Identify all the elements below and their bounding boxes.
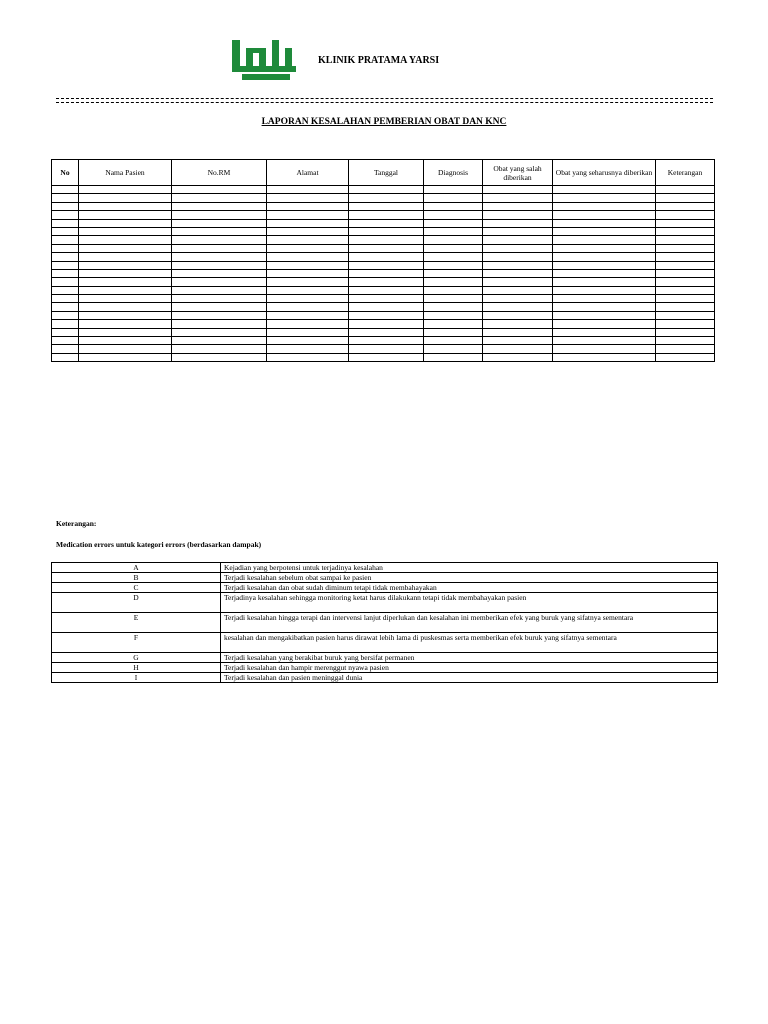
category-row	[52, 563, 718, 573]
table-cell	[424, 345, 483, 353]
table-cell	[267, 186, 349, 194]
table-row	[52, 337, 715, 345]
table-cell	[553, 227, 656, 235]
category-row	[52, 593, 718, 613]
category-code: E	[52, 613, 221, 633]
table-cell	[656, 311, 715, 319]
table-row	[52, 269, 715, 277]
table-cell	[267, 236, 349, 244]
column-header-diagnosis: Diagnosis	[424, 160, 483, 186]
category-code: F	[52, 633, 221, 653]
table-cell	[349, 311, 424, 319]
table-cell	[267, 194, 349, 202]
table-cell	[424, 211, 483, 219]
table-cell	[172, 227, 267, 235]
table-cell	[79, 337, 172, 345]
category-row	[52, 663, 718, 673]
table-cell	[267, 202, 349, 210]
table-cell	[424, 194, 483, 202]
table-cell	[424, 311, 483, 319]
table-cell	[349, 345, 424, 353]
table-row	[52, 345, 715, 353]
table-cell	[79, 227, 172, 235]
table-cell	[483, 261, 553, 269]
table-row	[52, 278, 715, 286]
table-cell	[267, 253, 349, 261]
table-cell	[424, 219, 483, 227]
table-cell	[52, 295, 79, 303]
table-cell	[656, 202, 715, 210]
table-cell	[349, 236, 424, 244]
table-cell	[79, 303, 172, 311]
column-header-tanggal: Tanggal	[349, 160, 424, 186]
table-cell	[483, 244, 553, 252]
table-cell	[656, 227, 715, 235]
table-cell	[79, 186, 172, 194]
category-description: Terjadi kesalahan dan obat sudah diminum tetapi tidak membahayakan	[221, 583, 718, 593]
table-cell	[172, 345, 267, 353]
table-row	[52, 227, 715, 235]
table-cell	[656, 295, 715, 303]
table-cell	[172, 269, 267, 277]
table-cell	[349, 261, 424, 269]
notes-label: Keterangan:	[56, 519, 97, 528]
table-cell	[553, 286, 656, 294]
table-cell	[172, 311, 267, 319]
table-row	[52, 186, 715, 194]
table-cell	[656, 328, 715, 336]
table-cell	[483, 202, 553, 210]
table-cell	[483, 353, 553, 361]
table-row	[52, 211, 715, 219]
table-cell	[483, 320, 553, 328]
column-header-no: No	[52, 160, 79, 186]
table-header-row	[52, 160, 715, 186]
table-cell	[172, 253, 267, 261]
table-cell	[52, 353, 79, 361]
table-cell	[656, 303, 715, 311]
table-cell	[424, 286, 483, 294]
clinic-name: KLINIK PRATAMA YARSI	[318, 55, 440, 66]
table-cell	[267, 227, 349, 235]
table-cell	[52, 227, 79, 235]
table-cell	[424, 253, 483, 261]
table-cell	[172, 202, 267, 210]
table-cell	[79, 194, 172, 202]
report-table-body	[52, 186, 715, 362]
table-cell	[424, 269, 483, 277]
table-cell	[79, 353, 172, 361]
table-cell	[172, 236, 267, 244]
category-code: H	[52, 663, 221, 673]
table-cell	[349, 202, 424, 210]
table-row	[52, 261, 715, 269]
table-cell	[424, 278, 483, 286]
table-cell	[349, 278, 424, 286]
table-cell	[267, 345, 349, 353]
report-title: LAPORAN KESALAHAN PEMBERIAN OBAT DAN KNC	[261, 117, 507, 127]
table-cell	[424, 320, 483, 328]
table-cell	[267, 286, 349, 294]
table-cell	[424, 236, 483, 244]
table-cell	[553, 320, 656, 328]
table-row	[52, 303, 715, 311]
table-row	[52, 194, 715, 202]
table-cell	[553, 345, 656, 353]
table-cell	[349, 320, 424, 328]
category-description: Terjadi kesalahan hingga terapi dan intervensi lanjut diperlukan dan kesalahan ini memberikan efek yang buruk yang sifatnya sementara	[221, 613, 718, 633]
table-row	[52, 236, 715, 244]
table-cell	[172, 353, 267, 361]
category-row	[52, 633, 718, 653]
table-cell	[267, 278, 349, 286]
table-cell	[553, 244, 656, 252]
table-cell	[483, 337, 553, 345]
table-row	[52, 328, 715, 336]
table-row	[52, 253, 715, 261]
category-row	[52, 673, 718, 683]
table-cell	[483, 328, 553, 336]
report-table	[51, 159, 715, 362]
category-code: C	[52, 583, 221, 593]
category-code: A	[52, 563, 221, 573]
table-cell	[656, 353, 715, 361]
table-cell	[79, 278, 172, 286]
table-cell	[483, 295, 553, 303]
table-cell	[172, 337, 267, 345]
table-cell	[656, 186, 715, 194]
table-cell	[52, 202, 79, 210]
table-cell	[79, 286, 172, 294]
table-cell	[656, 320, 715, 328]
table-cell	[267, 353, 349, 361]
category-row	[52, 653, 718, 663]
category-description: Terjadi kesalahan sebelum obat sampai ke pasien	[221, 573, 718, 583]
table-cell	[553, 311, 656, 319]
column-header-alamat: Alamat	[267, 160, 349, 186]
table-cell	[656, 286, 715, 294]
table-cell	[656, 211, 715, 219]
table-cell	[656, 261, 715, 269]
table-cell	[483, 186, 553, 194]
table-cell	[553, 269, 656, 277]
category-table	[51, 562, 718, 683]
category-description: Terjadi kesalahan dan hampir merenggut nyawa pasien	[221, 663, 718, 673]
table-row	[52, 219, 715, 227]
table-cell	[267, 219, 349, 227]
table-row	[52, 244, 715, 252]
table-cell	[267, 320, 349, 328]
table-cell	[52, 253, 79, 261]
table-cell	[483, 278, 553, 286]
table-cell	[79, 253, 172, 261]
category-row	[52, 583, 718, 593]
category-description: kesalahan dan mengakibatkan pasien harus dirawat lebih lama di puskesmas serta memberikan efek buruk yang sifatnya sementara	[221, 633, 718, 653]
table-cell	[656, 244, 715, 252]
table-cell	[656, 253, 715, 261]
table-cell	[553, 303, 656, 311]
table-cell	[267, 269, 349, 277]
column-header-keterangan: Keterangan	[656, 160, 715, 186]
table-cell	[553, 219, 656, 227]
table-cell	[172, 194, 267, 202]
table-cell	[52, 219, 79, 227]
table-cell	[483, 219, 553, 227]
clinic-logo	[232, 40, 296, 80]
table-cell	[79, 295, 172, 303]
table-cell	[79, 211, 172, 219]
table-cell	[52, 311, 79, 319]
table-cell	[483, 227, 553, 235]
table-cell	[553, 253, 656, 261]
table-cell	[52, 236, 79, 244]
table-cell	[424, 328, 483, 336]
category-row	[52, 613, 718, 633]
table-cell	[52, 303, 79, 311]
table-cell	[79, 345, 172, 353]
table-cell	[553, 202, 656, 210]
table-cell	[172, 303, 267, 311]
table-cell	[483, 269, 553, 277]
table-row	[52, 353, 715, 361]
category-code: D	[52, 593, 221, 613]
table-cell	[656, 194, 715, 202]
table-cell	[52, 345, 79, 353]
table-cell	[52, 194, 79, 202]
table-cell	[424, 353, 483, 361]
table-cell	[483, 194, 553, 202]
table-cell	[483, 311, 553, 319]
table-cell	[172, 286, 267, 294]
header-divider	[56, 98, 713, 103]
table-cell	[172, 320, 267, 328]
table-cell	[656, 269, 715, 277]
table-cell	[349, 269, 424, 277]
table-cell	[553, 261, 656, 269]
table-cell	[553, 353, 656, 361]
table-cell	[52, 211, 79, 219]
table-cell	[79, 261, 172, 269]
category-description: Terjadi kesalahan yang berakibat buruk yang bersifat permanen	[221, 653, 718, 663]
table-cell	[267, 337, 349, 345]
category-description: Kejadian yang berpotensi untuk terjadinya kesalahan	[221, 563, 718, 573]
table-cell	[656, 236, 715, 244]
table-cell	[483, 211, 553, 219]
table-cell	[172, 244, 267, 252]
table-cell	[349, 211, 424, 219]
table-cell	[52, 320, 79, 328]
table-cell	[79, 269, 172, 277]
table-cell	[349, 186, 424, 194]
category-code: G	[52, 653, 221, 663]
table-row	[52, 286, 715, 294]
table-row	[52, 295, 715, 303]
table-row	[52, 311, 715, 319]
table-cell	[172, 278, 267, 286]
table-cell	[172, 219, 267, 227]
table-cell	[349, 194, 424, 202]
table-row	[52, 320, 715, 328]
table-cell	[424, 295, 483, 303]
table-cell	[349, 337, 424, 345]
table-cell	[52, 186, 79, 194]
table-cell	[52, 286, 79, 294]
table-cell	[349, 286, 424, 294]
table-row	[52, 202, 715, 210]
table-cell	[349, 253, 424, 261]
table-cell	[424, 186, 483, 194]
table-cell	[349, 303, 424, 311]
table-cell	[267, 244, 349, 252]
column-header-nama-pasien: Nama Pasien	[79, 160, 172, 186]
table-cell	[656, 219, 715, 227]
table-cell	[424, 227, 483, 235]
table-cell	[483, 303, 553, 311]
table-cell	[424, 202, 483, 210]
table-cell	[267, 328, 349, 336]
table-cell	[79, 320, 172, 328]
table-cell	[553, 186, 656, 194]
category-code: I	[52, 673, 221, 683]
table-cell	[483, 286, 553, 294]
table-cell	[553, 194, 656, 202]
table-cell	[52, 244, 79, 252]
table-cell	[79, 328, 172, 336]
table-cell	[553, 278, 656, 286]
table-cell	[349, 353, 424, 361]
table-cell	[52, 269, 79, 277]
table-cell	[79, 311, 172, 319]
table-cell	[553, 211, 656, 219]
table-cell	[172, 328, 267, 336]
category-heading: Medication errors untuk kategori errors (berdasarkan dampak)	[56, 540, 262, 549]
table-cell	[79, 236, 172, 244]
table-cell	[656, 345, 715, 353]
category-description: Terjadinya kesalahan sehingga monitoring ketat harus dilakukann tetapi tidak membahayakan pasien	[221, 593, 718, 613]
table-cell	[267, 295, 349, 303]
table-cell	[79, 219, 172, 227]
table-cell	[483, 345, 553, 353]
table-cell	[79, 244, 172, 252]
table-cell	[483, 253, 553, 261]
table-cell	[553, 295, 656, 303]
table-cell	[483, 236, 553, 244]
category-description: Terjadi kesalahan dan pasien meninggal dunia	[221, 673, 718, 683]
table-cell	[52, 337, 79, 345]
table-cell	[267, 261, 349, 269]
table-cell	[267, 311, 349, 319]
table-cell	[52, 328, 79, 336]
logo-mark	[232, 40, 296, 80]
table-cell	[172, 261, 267, 269]
table-cell	[349, 328, 424, 336]
table-cell	[172, 211, 267, 219]
table-cell	[172, 295, 267, 303]
category-row	[52, 573, 718, 583]
table-cell	[79, 202, 172, 210]
table-cell	[52, 278, 79, 286]
category-code: B	[52, 573, 221, 583]
table-cell	[424, 261, 483, 269]
table-cell	[424, 303, 483, 311]
table-cell	[349, 244, 424, 252]
table-cell	[553, 328, 656, 336]
table-cell	[424, 337, 483, 345]
table-cell	[52, 261, 79, 269]
table-cell	[172, 186, 267, 194]
table-cell	[267, 303, 349, 311]
table-cell	[349, 295, 424, 303]
table-cell	[349, 219, 424, 227]
column-header-obat-seharusnya: Obat yang seharusnya diberikan	[553, 160, 656, 186]
table-cell	[553, 236, 656, 244]
table-cell	[349, 227, 424, 235]
column-header-obat-salah: Obat yang salah diberikan	[483, 160, 553, 186]
table-cell	[656, 278, 715, 286]
table-cell	[267, 211, 349, 219]
table-cell	[424, 244, 483, 252]
table-cell	[656, 337, 715, 345]
table-cell	[553, 337, 656, 345]
column-header-no-rm: No.RM	[172, 160, 267, 186]
